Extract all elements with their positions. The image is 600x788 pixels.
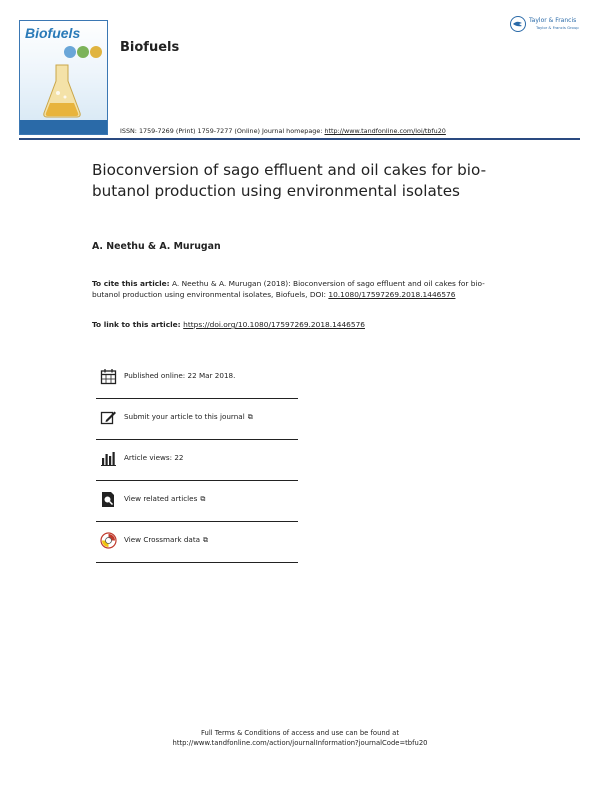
article-views-row bbox=[96, 440, 298, 481]
link-label: To link to this article: bbox=[92, 320, 184, 329]
cover-bar bbox=[20, 120, 107, 134]
crossmark-label: View Crossmark data ⧉ bbox=[124, 535, 209, 544]
external-link-icon: ⧉ bbox=[200, 495, 206, 503]
article-title: Bioconversion of sago effluent and oil cakes for bio-butanol production using environmental isolates bbox=[92, 161, 487, 200]
journal-name: Biofuels bbox=[120, 40, 180, 55]
crossmark-icon bbox=[100, 532, 117, 549]
footer-line1: Full Terms & Conditions of access and use can be found at bbox=[201, 729, 399, 737]
cover-title: Biofuels bbox=[25, 25, 81, 41]
publisher-name: Taylor & Francis bbox=[529, 17, 577, 24]
article-link-line bbox=[92, 320, 365, 329]
header-divider bbox=[19, 138, 580, 140]
article-authors: A. Neethu & A. Murugan bbox=[92, 241, 221, 252]
issn-line bbox=[120, 127, 446, 135]
published-online-row bbox=[96, 358, 298, 399]
publisher-group: Taylor & Francis Group bbox=[536, 25, 579, 30]
related-articles-label: View related articles ⧉ bbox=[124, 494, 206, 503]
publisher-logo-icon bbox=[510, 16, 526, 32]
edit-icon bbox=[100, 409, 117, 426]
footer-url[interactable]: http://www.tandfonline.com/action/journalInformation?journalCode=tbfu20 bbox=[172, 739, 428, 747]
flask-image bbox=[42, 63, 82, 118]
submit-article-label: Submit your article to this journal ⧉ bbox=[124, 412, 253, 421]
calendar-icon bbox=[100, 368, 117, 385]
bar-chart-icon bbox=[100, 450, 117, 467]
published-online-label: Published online: 22 Mar 2018. bbox=[124, 371, 236, 380]
cite-label: To cite this article: bbox=[92, 279, 170, 288]
related-articles-row[interactable] bbox=[96, 481, 298, 522]
cite-doi-link[interactable]: 10.1080/17597269.2018.1446576 bbox=[328, 290, 456, 299]
journal-cover bbox=[19, 20, 108, 135]
journal-homepage-link[interactable]: http://www.tandfonline.com/loi/tbfu20 bbox=[324, 127, 446, 135]
search-document-icon bbox=[100, 491, 117, 508]
cite-text: A. Neethu & A. Murugan (2018): Bioconversion of sago effluent and oil cakes for bio-butanol production using environmental isolates, Biofuels, DOI: bbox=[92, 279, 485, 299]
citation-block bbox=[92, 278, 492, 300]
publisher-logo[interactable] bbox=[510, 16, 586, 34]
cover-circles bbox=[64, 43, 103, 62]
issn-text: ISSN: 1759-7269 (Print) 1759-7277 (Online) Journal homepage: bbox=[120, 127, 325, 135]
article-doi-link[interactable]: https://doi.org/10.1080/17597269.2018.1446576 bbox=[183, 320, 365, 329]
submit-article-row[interactable] bbox=[96, 399, 298, 440]
article-views-label: Article views: 22 bbox=[124, 453, 184, 462]
crossmark-row[interactable] bbox=[96, 522, 298, 563]
footer bbox=[0, 728, 600, 748]
external-link-icon: ⧉ bbox=[247, 413, 253, 421]
external-link-icon: ⧉ bbox=[203, 536, 209, 544]
article-info-list bbox=[96, 358, 298, 563]
